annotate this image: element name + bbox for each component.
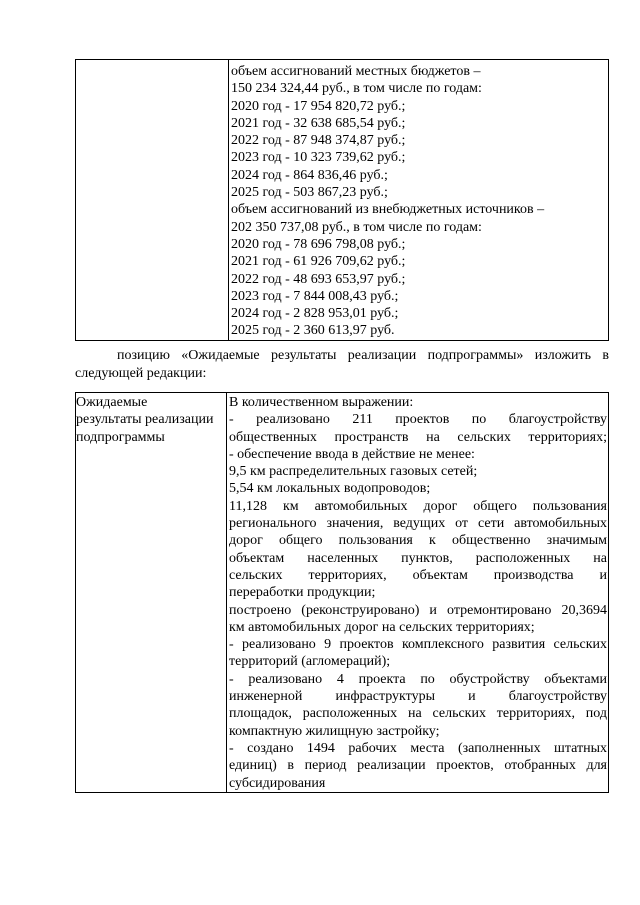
text-line: регионального значения, ведущих от сети автомобильных bbox=[229, 516, 607, 532]
text-line: дорог общего пользования к общественно значимым bbox=[229, 533, 607, 549]
text-line: 2021 год - 61 926 709,62 руб.; bbox=[231, 254, 406, 270]
text-line: общественных пространств на сельских территориях; bbox=[229, 429, 607, 445]
text-line: 2020 год - 78 696 798,08 руб.; bbox=[231, 236, 406, 252]
text-line: - реализовано 9 проектов комплексного развития сельских bbox=[229, 637, 607, 653]
text-line: сельских территориях, объектам производства и bbox=[229, 567, 607, 583]
results-table bbox=[75, 392, 609, 793]
text-line: 2024 год - 2 828 953,01 руб.; bbox=[231, 306, 399, 322]
text-line: 2022 год - 87 948 374,87 руб.; bbox=[231, 133, 406, 149]
text-line: 2024 год - 864 836,46 руб.; bbox=[231, 167, 388, 183]
text-line: 202 350 737,08 руб., в том числе по годам: bbox=[231, 219, 482, 235]
text-line: Ожидаемые bbox=[76, 395, 148, 410]
table-row bbox=[76, 393, 609, 793]
text-line: - создано 1494 рабочих места (заполненных штатных bbox=[229, 740, 607, 756]
text-line: объектам населенных пунктов, расположенных на bbox=[229, 550, 607, 566]
text-line: - обеспечение ввода в действие не менее: bbox=[229, 446, 475, 462]
text-line: компактную жилищную застройку; bbox=[229, 723, 440, 739]
table-cell-funding bbox=[229, 60, 609, 341]
text-line: 9,5 км распределительных газовых сетей; bbox=[229, 464, 478, 480]
text-line: - реализовано 211 проектов по благоустройству bbox=[229, 412, 607, 428]
text-line: объем ассигнований местных бюджетов – bbox=[231, 64, 481, 79]
table-cell-results bbox=[227, 393, 609, 793]
text-line: 11,128 км автомобильных дорог общего пользования bbox=[229, 498, 607, 514]
paragraph-line: следующей редакции: bbox=[75, 365, 207, 381]
text-line: 2022 год - 48 693 653,97 руб.; bbox=[231, 271, 406, 287]
text-line: единиц) в период реализации проектов, отобранных для bbox=[229, 758, 607, 774]
text-line: 2025 год - 503 867,23 руб.; bbox=[231, 185, 388, 201]
table-cell-heading bbox=[76, 393, 227, 793]
table-row bbox=[76, 60, 609, 341]
text-line: площадок, расположенных на сельских территориях, под bbox=[229, 706, 607, 722]
text-line: построено (реконструировано) и отремонтировано 20,3694 bbox=[229, 602, 607, 618]
table-cell-empty bbox=[76, 60, 229, 341]
text-line: субсидирования bbox=[229, 775, 326, 791]
text-line: инженерной инфраструктуры и благоустройству bbox=[229, 689, 607, 705]
text-line: результаты реализации bbox=[76, 412, 214, 428]
text-line: 2023 год - 7 844 008,43 руб.; bbox=[231, 288, 399, 304]
paragraph-line: позицию «Ожидаемые результаты реализации подпрограммы» изложить в bbox=[117, 348, 609, 363]
funding-table bbox=[75, 59, 609, 341]
text-line: 150 234 324,44 руб., в том числе по годам: bbox=[231, 81, 482, 97]
text-line: территорий (агломераций); bbox=[229, 654, 391, 670]
text-line: объем ассигнований из внебюджетных источников – bbox=[231, 202, 545, 218]
text-line: 2021 год - 32 638 685,54 руб.; bbox=[231, 115, 406, 131]
text-line: км автомобильных дорог на сельских территориях; bbox=[229, 619, 535, 635]
text-line: - реализовано 4 проекта по обустройству объектами bbox=[229, 671, 607, 687]
text-line: 2023 год - 10 323 739,62 руб.; bbox=[231, 150, 406, 166]
text-line: 5,54 км локальных водопроводов; bbox=[229, 481, 431, 497]
text-line: В количественном выражении: bbox=[229, 395, 414, 410]
text-line: 2025 год - 2 360 613,97 руб. bbox=[231, 323, 395, 339]
text-line: подпрограммы bbox=[76, 429, 165, 445]
instruction-paragraph bbox=[75, 347, 609, 382]
text-line: переработки продукции; bbox=[229, 585, 376, 601]
text-line: 2020 год - 17 954 820,72 руб.; bbox=[231, 98, 406, 114]
